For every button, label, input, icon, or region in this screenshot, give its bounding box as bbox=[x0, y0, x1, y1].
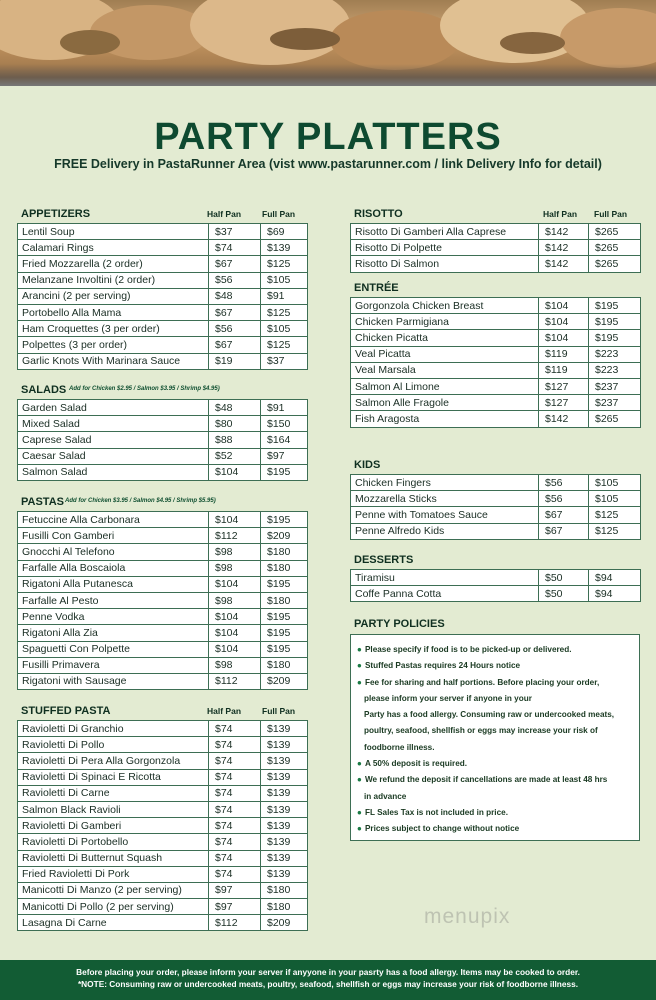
policy-text: please inform your server if anyone in your bbox=[364, 693, 532, 703]
policy-item-continuation bbox=[357, 707, 633, 723]
menu-item-name: Gorgonzola Chicken Breast bbox=[351, 298, 539, 314]
menu-item-row bbox=[351, 570, 641, 586]
menu-item-name: Salmon Salad bbox=[18, 464, 209, 480]
half-pan-price: $104 bbox=[209, 512, 261, 528]
salads-table bbox=[17, 399, 308, 481]
menu-item-name: Ravioletti Di Granchio bbox=[18, 721, 209, 737]
half-pan-price: $142 bbox=[539, 411, 589, 427]
half-pan-price: $142 bbox=[539, 256, 589, 272]
full-pan-price: $164 bbox=[261, 432, 308, 448]
policy-text: poultry, seafood, shellfish or eggs may increase your risk of bbox=[364, 726, 598, 736]
menu-item-name: Gnocchi Al Telefono bbox=[18, 544, 209, 560]
menu-item-row bbox=[351, 378, 641, 394]
menu-item-name: Calamari Rings bbox=[18, 240, 209, 256]
half-pan-price: $67 bbox=[209, 304, 261, 320]
half-pan-price: $74 bbox=[209, 818, 261, 834]
full-pan-price: $139 bbox=[261, 769, 308, 785]
half-pan-price: $74 bbox=[209, 850, 261, 866]
menu-item-row bbox=[18, 801, 308, 817]
half-pan-price: $98 bbox=[209, 560, 261, 576]
menu-item-row bbox=[351, 411, 641, 427]
half-pan-price: $104 bbox=[209, 609, 261, 625]
menu-item-name: Garlic Knots With Marinara Sauce bbox=[18, 353, 209, 369]
half-pan-price: $19 bbox=[209, 353, 261, 369]
menu-item-name: Manicotti Di Pollo (2 per serving) bbox=[18, 899, 209, 915]
full-pan-price: $139 bbox=[261, 721, 308, 737]
menu-item-name: Coffe Panna Cotta bbox=[351, 586, 539, 602]
full-pan-price: $209 bbox=[261, 528, 308, 544]
menu-item-name: Rigatoni Alla Zia bbox=[18, 625, 209, 641]
menu-item-row bbox=[18, 464, 308, 480]
policy-text: in advance bbox=[364, 791, 407, 801]
half-pan-price: $52 bbox=[209, 448, 261, 464]
menu-item-name: Arancini (2 per serving) bbox=[18, 288, 209, 304]
half-pan-price: $48 bbox=[209, 288, 261, 304]
bullet-icon: ● bbox=[357, 677, 362, 687]
menu-item-row bbox=[18, 400, 308, 416]
policy-text: A 50% deposit is required. bbox=[364, 759, 468, 769]
half-pan-price: $74 bbox=[209, 769, 261, 785]
menu-item-row bbox=[18, 560, 308, 576]
menu-item-name: Ham Croquettes (3 per order) bbox=[18, 321, 209, 337]
menu-item-name: Chicken Picatta bbox=[351, 330, 539, 346]
half-pan-price: $104 bbox=[209, 464, 261, 480]
policy-text: Party has a food allergy. Consuming raw or undercooked meats, bbox=[364, 710, 615, 720]
policy-text: Please specify if food is to be picked-up or delivered. bbox=[364, 645, 572, 654]
full-pan-header: Full Pan bbox=[262, 209, 296, 219]
full-pan-price: $180 bbox=[261, 560, 308, 576]
bullet-icon: ● bbox=[357, 824, 362, 834]
menu-item-name: Ravioletti Di Pera Alla Gorgonzola bbox=[18, 753, 209, 769]
desserts-table bbox=[350, 569, 641, 602]
menu-item-name: Mozzarella Sticks bbox=[351, 491, 539, 507]
full-pan-price: $69 bbox=[261, 224, 308, 240]
menu-item-row bbox=[351, 523, 641, 539]
policy-text: We refund the deposit if cancellations are made at least 48 hrs bbox=[364, 775, 608, 785]
menu-item-name: Fried Mozzarella (2 order) bbox=[18, 256, 209, 272]
menu-item-row bbox=[18, 609, 308, 625]
policy-item-continuation bbox=[357, 691, 633, 707]
menu-item-name: Manicotti Di Manzo (2 per serving) bbox=[18, 882, 209, 898]
kids-table bbox=[350, 474, 641, 540]
full-pan-price: $139 bbox=[261, 240, 308, 256]
half-pan-price: $97 bbox=[209, 882, 261, 898]
menu-item-row bbox=[18, 818, 308, 834]
policy-item bbox=[357, 805, 633, 821]
half-pan-price: $48 bbox=[209, 400, 261, 416]
menu-item-row bbox=[18, 432, 308, 448]
full-pan-price: $125 bbox=[589, 507, 641, 523]
hero-food-photo bbox=[0, 0, 656, 86]
full-pan-price: $139 bbox=[261, 785, 308, 801]
menu-item-name: Ravioletti Di Portobello bbox=[18, 834, 209, 850]
menu-item-row bbox=[18, 576, 308, 592]
half-pan-price: $104 bbox=[539, 330, 589, 346]
full-pan-price: $180 bbox=[261, 657, 308, 673]
menupix-watermark: menupix bbox=[424, 905, 511, 928]
full-pan-price: $37 bbox=[261, 353, 308, 369]
risotto-table bbox=[350, 223, 641, 273]
menu-item-name: Ravioletti Di Spinaci E Ricotta bbox=[18, 769, 209, 785]
menu-item-name: Spaguetti Con Polpette bbox=[18, 641, 209, 657]
full-pan-price: $105 bbox=[261, 272, 308, 288]
policy-item bbox=[357, 772, 633, 788]
menu-item-row bbox=[351, 395, 641, 411]
half-pan-price: $80 bbox=[209, 416, 261, 432]
menu-item-name: Penne Alfredo Kids bbox=[351, 523, 539, 539]
menu-item-name: Ravioletti Di Butternut Squash bbox=[18, 850, 209, 866]
menu-item-row bbox=[351, 224, 641, 240]
full-pan-price: $195 bbox=[261, 464, 308, 480]
full-pan-price: $223 bbox=[589, 346, 641, 362]
pastas-title: PASTAS bbox=[21, 496, 64, 508]
menu-item-name: Fusilli Primavera bbox=[18, 657, 209, 673]
full-pan-price: $94 bbox=[589, 570, 641, 586]
bullet-icon: ● bbox=[357, 645, 362, 654]
full-pan-price: $94 bbox=[589, 586, 641, 602]
menu-item-row bbox=[18, 721, 308, 737]
menu-item-row bbox=[18, 882, 308, 898]
entree-table bbox=[350, 297, 641, 428]
full-pan-price: $139 bbox=[261, 737, 308, 753]
full-pan-price: $105 bbox=[261, 321, 308, 337]
menu-item-name: Fusilli Con Gamberi bbox=[18, 528, 209, 544]
stuffed-pasta-title: STUFFED PASTA bbox=[21, 705, 111, 717]
stuffed-pasta-section bbox=[17, 705, 307, 931]
footer-note-line: *NOTE: Consuming raw or undercooked meats, poultry, seafood, shellfish or eggs may increase your risk of foodborne illness. bbox=[77, 979, 579, 989]
menu-item-row bbox=[18, 224, 308, 240]
menu-item-name: Caesar Salad bbox=[18, 448, 209, 464]
half-pan-price: $67 bbox=[209, 256, 261, 272]
menu-item-row bbox=[18, 544, 308, 560]
menu-item-row bbox=[18, 416, 308, 432]
half-pan-price: $56 bbox=[539, 491, 589, 507]
half-pan-price: $56 bbox=[209, 272, 261, 288]
menu-item-row bbox=[351, 475, 641, 491]
menu-item-name: Fried Ravioletti Di Pork bbox=[18, 866, 209, 882]
menu-item-row bbox=[18, 304, 308, 320]
menu-item-row bbox=[351, 346, 641, 362]
delivery-subtitle: FREE Delivery in PastaRunner Area (vist www.pastarunner.com / link Delivery Info for detail) bbox=[54, 157, 602, 171]
full-pan-price: $265 bbox=[589, 411, 641, 427]
policies-list bbox=[357, 642, 633, 838]
half-pan-price: $74 bbox=[209, 721, 261, 737]
appetizers-section bbox=[17, 208, 307, 370]
menu-item-name: Ravioletti Di Carne bbox=[18, 785, 209, 801]
menu-item-name: Chicken Fingers bbox=[351, 475, 539, 491]
pastas-addon-note: Add for Chicken $3.95 / Salmon $4.95 / Shrimp $5.95) bbox=[65, 498, 216, 504]
menu-item-name: Garden Salad bbox=[18, 400, 209, 416]
half-pan-price: $67 bbox=[539, 523, 589, 539]
half-pan-price: $98 bbox=[209, 657, 261, 673]
menu-item-row bbox=[18, 256, 308, 272]
half-pan-price: $98 bbox=[209, 592, 261, 608]
party-policies-title: PARTY POLICIES bbox=[354, 618, 445, 630]
bullet-icon: ● bbox=[357, 807, 362, 817]
full-pan-price: $125 bbox=[261, 256, 308, 272]
full-pan-price: $209 bbox=[261, 673, 308, 689]
half-pan-price: $142 bbox=[539, 240, 589, 256]
policy-item bbox=[357, 756, 633, 772]
half-pan-header: Half Pan bbox=[207, 209, 242, 219]
full-pan-price: $195 bbox=[589, 330, 641, 346]
half-pan-price: $56 bbox=[539, 475, 589, 491]
menu-item-row bbox=[351, 491, 641, 507]
menu-item-name: Mixed Salad bbox=[18, 416, 209, 432]
full-pan-price: $105 bbox=[589, 475, 641, 491]
full-pan-price: $209 bbox=[261, 915, 308, 931]
pastas-table bbox=[17, 511, 308, 690]
menu-item-row bbox=[18, 272, 308, 288]
half-pan-price: $74 bbox=[209, 737, 261, 753]
menu-item-row bbox=[351, 586, 641, 602]
full-pan-price: $97 bbox=[261, 448, 308, 464]
menu-item-row bbox=[18, 240, 308, 256]
menu-item-row bbox=[18, 753, 308, 769]
menu-item-name: Tiramisu bbox=[351, 570, 539, 586]
half-pan-price: $74 bbox=[209, 753, 261, 769]
menu-item-name: Lasagna Di Carne bbox=[18, 915, 209, 931]
full-pan-price: $125 bbox=[589, 523, 641, 539]
full-pan-price: $139 bbox=[261, 753, 308, 769]
menu-item-row bbox=[18, 866, 308, 882]
menu-item-name: Ravioletti Di Pollo bbox=[18, 737, 209, 753]
menu-item-name: Caprese Salad bbox=[18, 432, 209, 448]
full-pan-price: $265 bbox=[589, 240, 641, 256]
full-pan-price: $265 bbox=[589, 224, 641, 240]
full-pan-header: Full Pan bbox=[594, 209, 628, 219]
menu-item-name: Penne with Tomatoes Sauce bbox=[351, 507, 539, 523]
policy-item bbox=[357, 821, 633, 837]
menu-item-row bbox=[18, 834, 308, 850]
half-pan-price: $98 bbox=[209, 544, 261, 560]
bullet-icon: ● bbox=[357, 775, 362, 785]
full-pan-price: $150 bbox=[261, 416, 308, 432]
full-pan-price: $265 bbox=[589, 256, 641, 272]
menu-item-row bbox=[351, 298, 641, 314]
risotto-title: RISOTTO bbox=[354, 208, 403, 220]
full-pan-price: $180 bbox=[261, 882, 308, 898]
party-policies-box bbox=[350, 634, 640, 841]
half-pan-price: $74 bbox=[209, 834, 261, 850]
full-pan-price: $139 bbox=[261, 834, 308, 850]
full-pan-header: Full Pan bbox=[262, 706, 296, 716]
bullet-icon: ● bbox=[357, 661, 362, 671]
policy-item-continuation bbox=[357, 740, 633, 756]
half-pan-price: $104 bbox=[209, 641, 261, 657]
full-pan-price: $105 bbox=[589, 491, 641, 507]
full-pan-price: $139 bbox=[261, 801, 308, 817]
half-pan-price: $97 bbox=[209, 899, 261, 915]
menu-item-name: Penne Vodka bbox=[18, 609, 209, 625]
policy-text: foodborne illness. bbox=[364, 742, 435, 752]
menu-item-name: Veal Picatta bbox=[351, 346, 539, 362]
menu-item-name: Salmon Black Ravioli bbox=[18, 801, 209, 817]
half-pan-price: $50 bbox=[539, 586, 589, 602]
half-pan-price: $127 bbox=[539, 378, 589, 394]
menu-item-name: Farfalle Alla Boscaiola bbox=[18, 560, 209, 576]
menu-item-name: Ravioletti Di Gamberi bbox=[18, 818, 209, 834]
half-pan-price: $127 bbox=[539, 395, 589, 411]
policy-text: FL Sales Tax is not included in price. bbox=[364, 807, 508, 817]
policy-item-continuation bbox=[357, 789, 633, 805]
menu-item-name: Fetuccine Alla Carbonara bbox=[18, 512, 209, 528]
menu-item-name: Portobello Alla Mama bbox=[18, 304, 209, 320]
half-pan-price: $37 bbox=[209, 224, 261, 240]
menu-item-row bbox=[351, 314, 641, 330]
kids-title: KIDS bbox=[354, 459, 381, 471]
menu-item-name: Salmon Alle Fragole bbox=[351, 395, 539, 411]
full-pan-price: $139 bbox=[261, 818, 308, 834]
desserts-title: DESSERTS bbox=[354, 554, 414, 566]
policy-item-continuation bbox=[357, 723, 633, 739]
half-pan-price: $74 bbox=[209, 866, 261, 882]
full-pan-price: $195 bbox=[261, 576, 308, 592]
half-pan-price: $74 bbox=[209, 240, 261, 256]
salads-title: SALADS bbox=[21, 384, 67, 396]
menu-item-row bbox=[18, 321, 308, 337]
half-pan-price: $67 bbox=[209, 337, 261, 353]
half-pan-price: $74 bbox=[209, 801, 261, 817]
desserts-section bbox=[350, 554, 640, 602]
menu-item-row bbox=[351, 330, 641, 346]
menu-item-row bbox=[351, 240, 641, 256]
menu-item-row bbox=[18, 673, 308, 689]
menu-item-name: Risotto Di Gamberi Alla Caprese bbox=[351, 224, 539, 240]
half-pan-price: $112 bbox=[209, 673, 261, 689]
half-pan-header: Half Pan bbox=[207, 706, 242, 716]
menu-item-name: Rigatoni Alla Putanesca bbox=[18, 576, 209, 592]
policy-text: Stuffed Pastas requires 24 Hours notice bbox=[364, 661, 521, 671]
policy-item bbox=[357, 642, 633, 658]
menu-item-name: Rigatoni with Sausage bbox=[18, 673, 209, 689]
menu-item-row bbox=[18, 737, 308, 753]
full-pan-price: $180 bbox=[261, 592, 308, 608]
full-pan-price: $195 bbox=[261, 625, 308, 641]
policy-text: Fee for sharing and half portions. Before placing your order, bbox=[364, 677, 600, 687]
full-pan-price: $139 bbox=[261, 866, 308, 882]
menu-item-name: Risotto Di Polpette bbox=[351, 240, 539, 256]
menu-item-row bbox=[18, 899, 308, 915]
menu-item-row bbox=[18, 625, 308, 641]
menu-item-name: Risotto Di Salmon bbox=[351, 256, 539, 272]
full-pan-price: $195 bbox=[589, 298, 641, 314]
entree-title: ENTRÉE bbox=[354, 282, 399, 294]
half-pan-price: $88 bbox=[209, 432, 261, 448]
full-pan-price: $139 bbox=[261, 850, 308, 866]
menu-item-row bbox=[18, 288, 308, 304]
half-pan-price: $142 bbox=[539, 224, 589, 240]
full-pan-price: $195 bbox=[261, 641, 308, 657]
menu-item-row bbox=[18, 785, 308, 801]
menu-item-name: Polpettes (3 per order) bbox=[18, 337, 209, 353]
half-pan-price: $119 bbox=[539, 362, 589, 378]
half-pan-price: $50 bbox=[539, 570, 589, 586]
kids-section bbox=[350, 459, 640, 540]
full-pan-price: $195 bbox=[261, 609, 308, 625]
policy-text: Prices subject to change without notice bbox=[364, 824, 520, 834]
menu-item-name: Melanzane Involtini (2 order) bbox=[18, 272, 209, 288]
half-pan-header: Half Pan bbox=[543, 209, 578, 219]
full-pan-price: $195 bbox=[261, 512, 308, 528]
menu-item-row bbox=[18, 337, 308, 353]
stuffed-pasta-table bbox=[17, 720, 308, 931]
half-pan-price: $56 bbox=[209, 321, 261, 337]
full-pan-price: $125 bbox=[261, 304, 308, 320]
menu-item-name: Farfalle Al Pesto bbox=[18, 592, 209, 608]
half-pan-price: $119 bbox=[539, 346, 589, 362]
menu-item-name: Salmon Al Limone bbox=[351, 378, 539, 394]
menu-item-row bbox=[18, 641, 308, 657]
menu-item-row bbox=[351, 362, 641, 378]
policy-item bbox=[357, 675, 633, 691]
bullet-icon: ● bbox=[357, 759, 362, 769]
risotto-section bbox=[350, 208, 640, 273]
half-pan-price: $74 bbox=[209, 785, 261, 801]
menu-item-row bbox=[18, 657, 308, 673]
menu-item-row bbox=[18, 592, 308, 608]
full-pan-price: $237 bbox=[589, 378, 641, 394]
full-pan-price: $91 bbox=[261, 288, 308, 304]
menu-item-row bbox=[18, 915, 308, 931]
menu-item-row bbox=[18, 448, 308, 464]
full-pan-price: $195 bbox=[589, 314, 641, 330]
salads-section bbox=[17, 384, 307, 481]
menu-item-row bbox=[18, 850, 308, 866]
menu-item-name: Lentil Soup bbox=[18, 224, 209, 240]
full-pan-price: $237 bbox=[589, 395, 641, 411]
menu-item-name: Veal Marsala bbox=[351, 362, 539, 378]
half-pan-price: $104 bbox=[539, 298, 589, 314]
half-pan-price: $104 bbox=[209, 625, 261, 641]
menu-item-row bbox=[18, 353, 308, 369]
full-pan-price: $91 bbox=[261, 400, 308, 416]
half-pan-price: $112 bbox=[209, 528, 261, 544]
menu-item-name: Chicken Parmigiana bbox=[351, 314, 539, 330]
half-pan-price: $104 bbox=[539, 314, 589, 330]
page-title: PARTY PLATTERS bbox=[154, 116, 502, 158]
full-pan-price: $223 bbox=[589, 362, 641, 378]
salads-addon-note: Add for Chicken $2.95 / Salmon $3.95 / Shrimp $4.95) bbox=[69, 386, 220, 392]
menu-item-row bbox=[18, 528, 308, 544]
menu-item-row bbox=[18, 512, 308, 528]
half-pan-price: $67 bbox=[539, 507, 589, 523]
policy-item bbox=[357, 658, 633, 674]
appetizers-title: APPETIZERS bbox=[21, 208, 91, 220]
menu-item-row bbox=[351, 507, 641, 523]
half-pan-price: $104 bbox=[209, 576, 261, 592]
full-pan-price: $125 bbox=[261, 337, 308, 353]
menu-item-row bbox=[351, 256, 641, 272]
footer-allergy-line: Before placing your order, please inform your server if anyyone in your pasrty has a food allergy. Items may be cooked to order. bbox=[76, 967, 580, 977]
menu-item-row bbox=[18, 769, 308, 785]
pastas-section bbox=[17, 496, 307, 690]
allergy-footer bbox=[0, 960, 656, 1000]
appetizers-table bbox=[17, 223, 308, 370]
menu-item-name: Fish Aragosta bbox=[351, 411, 539, 427]
full-pan-price: $180 bbox=[261, 899, 308, 915]
full-pan-price: $180 bbox=[261, 544, 308, 560]
entree-section bbox=[350, 282, 640, 428]
half-pan-price: $112 bbox=[209, 915, 261, 931]
